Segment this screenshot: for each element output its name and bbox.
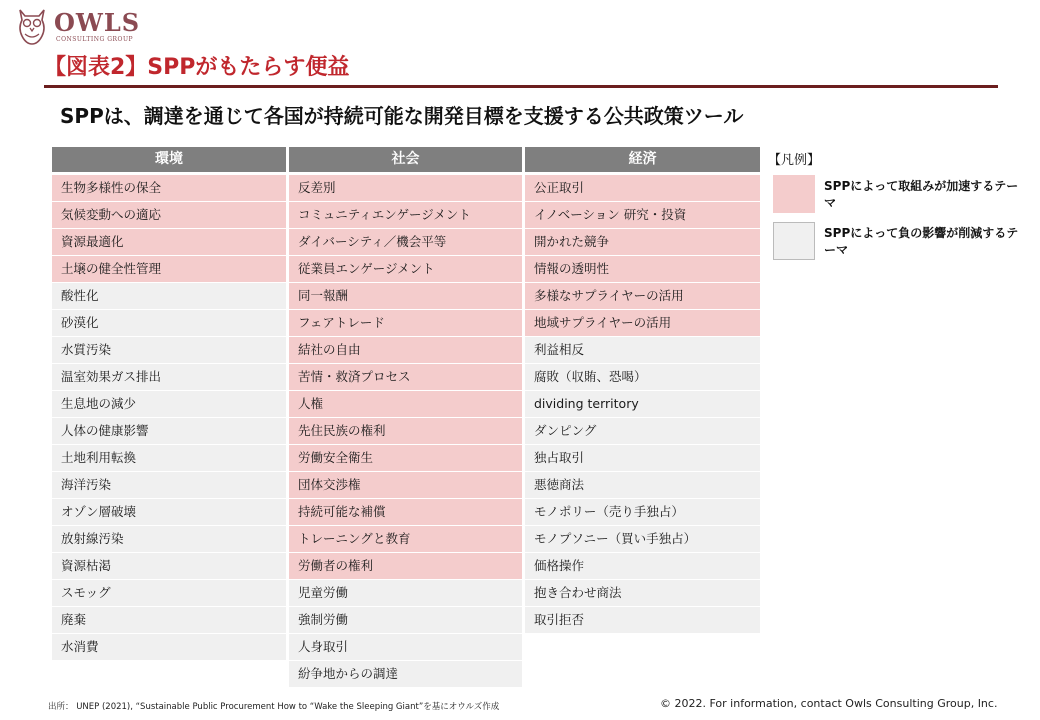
table-cell: イノベーション 研究・投資 (525, 202, 760, 228)
table-cell: 悪徳商法 (525, 472, 760, 498)
table-cell: 結社の自由 (289, 337, 522, 363)
table-cell: トレーニングと教育 (289, 526, 522, 552)
legend-swatch-reduce (773, 222, 815, 260)
table-cell: フェアトレード (289, 310, 522, 336)
table-cell: 団体交渉権 (289, 472, 522, 498)
table-cell: 苦情・救済プロセス (289, 364, 522, 390)
title-divider (44, 85, 998, 88)
table-cell: 人体の健康影響 (52, 418, 286, 444)
table-cell: 開かれた競争 (525, 229, 760, 255)
table-cell: 水質汚染 (52, 337, 286, 363)
header-social: 社会 (289, 147, 522, 172)
table-cell: 反差別 (289, 175, 522, 201)
table-cell: 取引拒否 (525, 607, 760, 633)
table-cell: 紛争地からの調達 (289, 661, 522, 687)
table-cell: ダイバーシティ／機会平等 (289, 229, 522, 255)
page-subtitle: SPPは、調達を通じて各国が持続可能な開発目標を支援する公共政策ツール (60, 104, 744, 128)
table-cell: 水消費 (52, 634, 286, 660)
table-cell: 放射線汚染 (52, 526, 286, 552)
table-cell: 利益相反 (525, 337, 760, 363)
table-cell: 土壌の健全性管理 (52, 256, 286, 282)
table-cell: 生息地の減少 (52, 391, 286, 417)
header-economy: 経済 (525, 147, 760, 172)
legend-swatch-accelerate (773, 175, 815, 213)
table-cell: dividing territory (525, 391, 760, 417)
table-cell: 砂漠化 (52, 310, 286, 336)
table-cell: 情報の透明性 (525, 256, 760, 282)
table-cell: 価格操作 (525, 553, 760, 579)
header-environment: 環境 (52, 147, 286, 172)
table-cell: ダンピング (525, 418, 760, 444)
table-cell: 強制労働 (289, 607, 522, 633)
owl-icon (14, 4, 50, 46)
table-cell: 廃棄 (52, 607, 286, 633)
table-cell: 酸性化 (52, 283, 286, 309)
logo-name: OWLS (54, 8, 141, 37)
table-cell: 資源最適化 (52, 229, 286, 255)
source-note: 出所： UNEP (2021), “Sustainable Public Procurement How to “Wake the Sleeping Giant”を基にオウルズ作成 (48, 702, 500, 712)
legend-label-accelerate: SPPによって取組みが加速するテーマ (824, 179, 1019, 210)
table-cell: 同一報酬 (289, 283, 522, 309)
table-cell: 従業員エンゲージメント (289, 256, 522, 282)
table-cell: 海洋汚染 (52, 472, 286, 498)
table-cell: 児童労働 (289, 580, 522, 606)
table-cell: 独占取引 (525, 445, 760, 471)
table-cell: 公正取引 (525, 175, 760, 201)
figure-title: 【図表2】SPPがもたらす便益 (44, 55, 350, 80)
legend-title: 【凡例】 (768, 153, 821, 168)
copyright: © 2022. For information, contact Owls Consulting Group, Inc. (660, 697, 998, 710)
table-cell: 抱き合わせ商法 (525, 580, 760, 606)
company-logo (14, 4, 154, 46)
table-cell: 資源枯渇 (52, 553, 286, 579)
table-cell: モノポリー（売り手独占） (525, 499, 760, 525)
table-cell: 先住民族の権利 (289, 418, 522, 444)
table-cell: 労働者の権利 (289, 553, 522, 579)
table-cell: スモッグ (52, 580, 286, 606)
table-cell: 温室効果ガス排出 (52, 364, 286, 390)
legend-label-reduce: SPPによって負の影響が削減するテーマ (824, 226, 1019, 257)
table-cell: オゾン層破壊 (52, 499, 286, 525)
table-cell: コミュニティエンゲージメント (289, 202, 522, 228)
table-cell: 腐敗（収賄、恐喝） (525, 364, 760, 390)
table-cell: 地域サプライヤーの活用 (525, 310, 760, 336)
table-cell: 人身取引 (289, 634, 522, 660)
table-cell: モノプソニー（買い手独占） (525, 526, 760, 552)
table-cell: 土地利用転換 (52, 445, 286, 471)
table-cell: 多様なサプライヤーの活用 (525, 283, 760, 309)
table-cell: 生物多様性の保全 (52, 175, 286, 201)
table-cell: 労働安全衛生 (289, 445, 522, 471)
table-cell: 持続可能な補償 (289, 499, 522, 525)
table-cell: 人権 (289, 391, 522, 417)
logo-subtitle: CONSULTING GROUP (56, 36, 134, 43)
table-cell: 気候変動への適応 (52, 202, 286, 228)
